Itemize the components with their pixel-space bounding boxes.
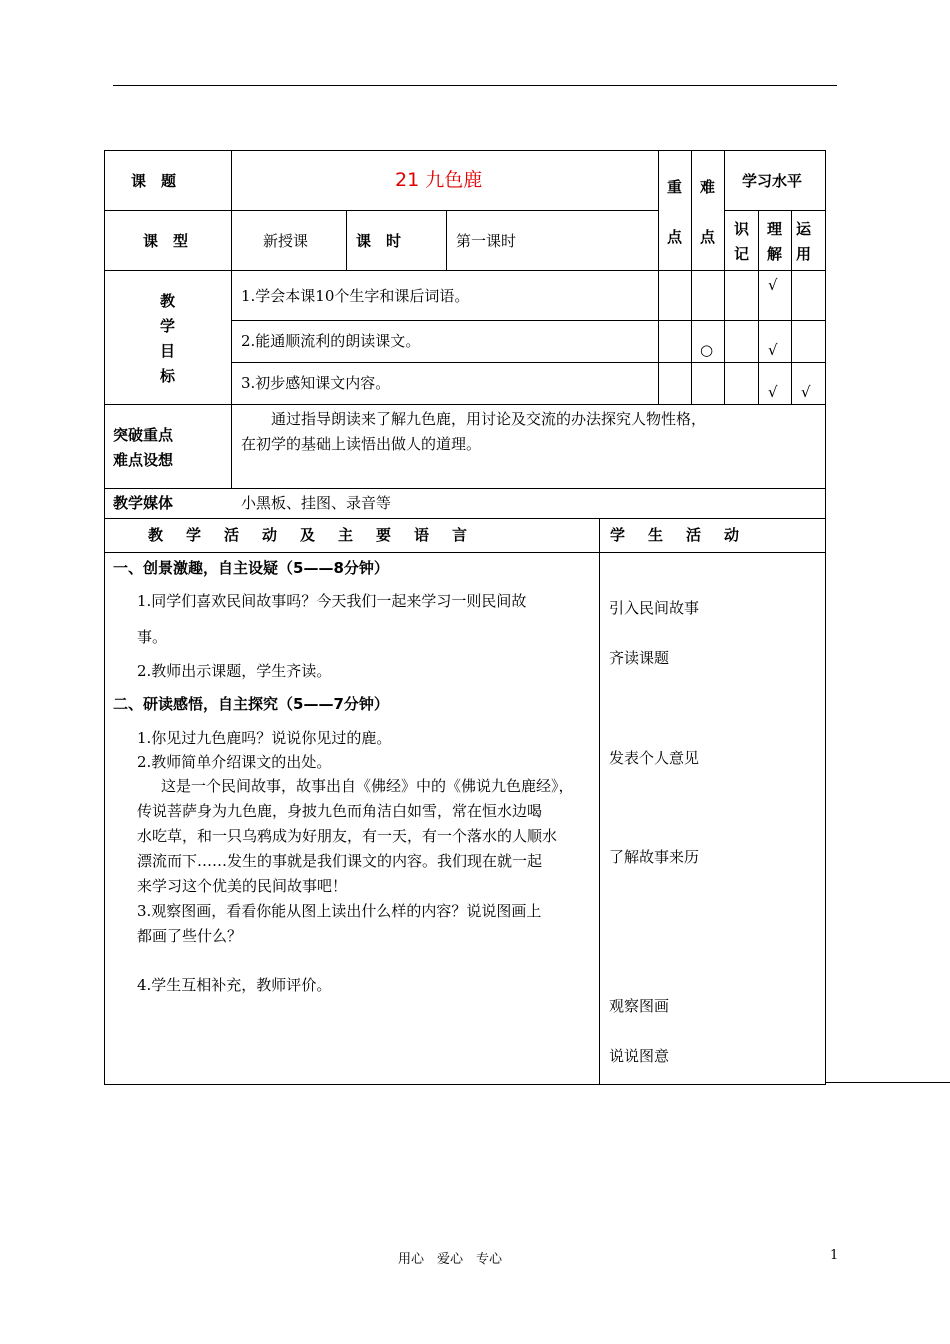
objectives-label-4: 标 [160,367,176,385]
grid-line [725,210,826,211]
section-2-p3-l5: 来学习这个优美的民间故事吧！ [137,877,348,895]
grid-line [104,488,826,489]
grid-line [104,552,826,553]
breakthrough-line-1: 通过指导朗读来了解九色鹿，用讨论及交流的办法探究人物性格， [271,410,707,428]
objective-2: 2.能通顺流利的朗读课文。 [241,332,421,350]
section-2-p1: 1.你见过九色鹿吗？说说你见过的鹿。 [137,729,392,747]
level-apply-2: 用 [796,245,812,263]
level-memorize-1: 识 [734,220,750,238]
grid-line [826,1082,950,1083]
section-2-p3-l1: 这是一个民间故事，故事出自《佛经》中的《佛说九色鹿经》， [161,777,574,795]
grid-line [599,518,600,1085]
header-rule [113,85,837,86]
objectives-label-3: 目 [160,342,176,360]
objectives-label-1: 教 [160,292,176,310]
section-1-p2: 2.教师出示课题，学生齐读。 [137,662,332,680]
grid-line [758,210,759,404]
objective-2-understand-mark: √ [768,341,778,359]
course-title-label: 课 题 [131,172,177,190]
grid-line [446,210,447,270]
objective-3: 3.初步感知课文内容。 [241,374,391,392]
breakthrough-label-1: 突破重点 [113,426,174,444]
objectives-label-2: 学 [160,317,176,335]
level-understand-2: 解 [767,245,783,263]
media-label: 教学媒体 [113,494,174,512]
grid-line [231,150,232,488]
objective-3-understand-mark: √ [768,383,778,401]
level-apply-1: 运 [796,220,812,238]
type-label: 课 型 [143,232,189,250]
section-2-p5: 4.学生互相补充，教师评价。 [137,976,332,994]
objective-3-apply-mark: √ [801,383,811,401]
section-2-p3-l3: 水吃草，和一只乌鸦成为好朋友，有一天，有一个落水的人顺水 [137,827,558,845]
grid-line [104,150,826,151]
grid-line [104,404,826,405]
teacher-activities-header: 教学活动及主要语言 [148,526,491,544]
level-label: 学习水平 [742,172,803,190]
student-activity-1: 引入民间故事 [609,599,700,617]
grid-line [104,1084,826,1085]
lesson-title: 21 九色鹿 [395,169,483,191]
student-activity-2: 齐读课题 [609,649,670,667]
objective-1-understand-mark: √ [768,276,778,294]
student-activity-5: 观察图画 [609,997,670,1015]
grid-line [231,362,826,363]
difficulty-label-2: 点 [700,228,716,246]
section-2-p3-l4: 漂流而下……发生的事就是我们课文的内容。我们现在就一起 [137,852,543,870]
grid-line [346,210,347,270]
section-1-p1a: 1.同学们喜欢民间故事吗？今天我们一起来学习一则民间故 [137,592,527,610]
level-memorize-2: 记 [734,245,750,263]
focus-label-2: 点 [667,228,683,246]
type-value: 新授课 [263,232,309,250]
grid-line [231,320,826,321]
footer-motto: 用心 爱心 专心 [398,1252,503,1267]
level-understand-1: 理 [767,220,783,238]
breakthrough-line-2: 在初学的基础上读悟出做人的道理。 [241,435,482,453]
section-2-p2: 2.教师简单介绍课文的出处。 [137,753,332,771]
student-activity-3: 发表个人意见 [609,749,700,767]
grid-line [724,150,725,404]
student-activities-header: 学生活动 [610,526,763,544]
period-value: 第一课时 [456,232,517,250]
difficulty-label-1: 难 [700,178,716,196]
section-2-p3-l2: 传说菩萨身为九色鹿，身披九色而角洁白如雪，常在恒水边喝 [137,802,543,820]
grid-line [104,210,658,211]
student-activity-6: 说说图意 [609,1047,670,1065]
section-1-title: 一、创景激趣，自主设疑（5——8分钟） [113,559,389,577]
student-activity-4: 了解故事来历 [609,848,700,866]
grid-line [691,150,692,404]
grid-line [825,150,826,1085]
objective-1: 1.学会本课10个生字和课后词语。 [241,287,470,305]
period-label: 课 时 [356,232,402,250]
grid-line [104,518,826,519]
page-number: 1 [830,1248,839,1263]
section-2-title: 二、研读感悟，自主探究（5——7分钟） [113,695,389,713]
grid-line [104,150,105,1085]
grid-line [104,270,826,271]
section-2-p4-l2: 都画了些什么？ [137,927,243,945]
section-2-p4-l1: 3.观察图画，看看你能从图上读出什么样的内容？说说图画上 [137,902,542,920]
focus-label-1: 重 [667,178,683,196]
objective-2-difficulty-mark: ○ [700,341,714,359]
media-value: 小黑板、挂图、录音等 [241,494,392,512]
breakthrough-label-2: 难点设想 [113,451,174,469]
grid-line [658,150,659,404]
grid-line [791,210,792,404]
section-1-p1b: 事。 [137,628,168,646]
